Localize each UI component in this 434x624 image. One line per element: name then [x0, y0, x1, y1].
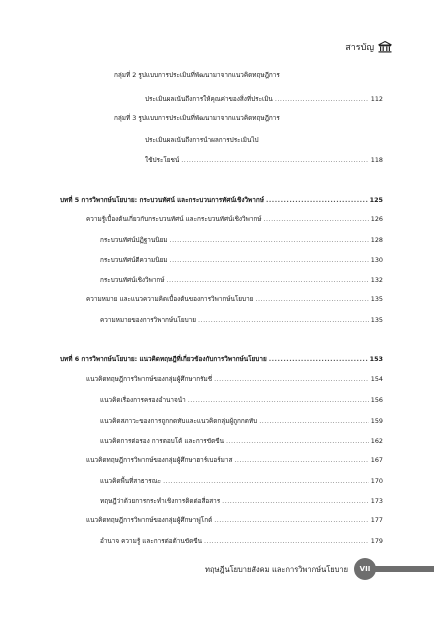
leader-dots: [167, 276, 369, 284]
toc-entry-page: 126: [370, 215, 383, 223]
leader-dots: [222, 497, 369, 505]
toc-entry[interactable]: [100, 537, 383, 545]
toc-entry[interactable]: [100, 477, 383, 485]
toc-entry-page: 179: [370, 537, 383, 545]
toc-entry-page: 128: [370, 236, 383, 244]
toc-entry-label: กลุ่มที่ 2 รูปแบบการประเมินที่พัฒนามาจากแนวคิดทฤษฎีการ: [114, 71, 280, 79]
toc-entry-label: ความหมายของการวิพากษ์นโยบาย: [100, 316, 197, 324]
footer-bar: [372, 566, 434, 572]
toc-entry-label: แนวคิดทฤษฎีการวิพากษ์ของกลุ่มผู้ศึกษาฟูโกต์: [86, 516, 213, 524]
toc-entry-page: 112: [370, 95, 383, 103]
leader-dots: [188, 396, 369, 404]
toc-entry-label: ความรู้เบื้องต้นเกี่ยวกับกระบวนทัศน์ และกระบวนทัศน์เชิงวิพากษ์: [86, 215, 262, 223]
leader-dots: [214, 516, 369, 524]
toc-entry-label: แนวคิดทฤษฎีการวิพากษ์ของกลุ่มผู้ศึกษากรัมชี่: [86, 375, 213, 383]
toc-chapter[interactable]: [60, 196, 383, 204]
toc-entry-page: 170: [370, 477, 383, 485]
toc-entry-label: แนวคิดการต่อรอง การตอบโต้ และการขัดขืน: [100, 437, 224, 445]
toc-entry[interactable]: [100, 256, 383, 264]
leader-dots: [170, 236, 369, 244]
leader-dots: [259, 417, 369, 425]
footer-book-title: ทฤษฎีนโยบายสังคม และการวิพากษ์นโยบาย: [205, 565, 348, 574]
toc-entry-page: 159: [370, 417, 383, 425]
toc-entry[interactable]: [100, 396, 383, 404]
toc-entry: [145, 136, 259, 144]
toc-entry-page: 173: [370, 497, 383, 505]
leader-dots: [266, 196, 368, 204]
toc-entry[interactable]: [100, 276, 383, 284]
toc-entry-label: แนวคิดสภาวะของการถูกกดทับและแนวคิดกลุ่มผู้ถูกกดทับ: [100, 417, 258, 425]
leader-dots: [269, 355, 368, 363]
toc-chapter[interactable]: [60, 355, 383, 363]
toc-entry-page: 162: [370, 437, 383, 445]
page-footer: [0, 558, 434, 580]
toc-entry[interactable]: [145, 95, 383, 103]
toc-entry[interactable]: [114, 114, 280, 122]
toc-entry-label: ประเมินผลเน้นถึงการให้คุณค่าของสิ่งที่ประเมิน: [145, 95, 273, 103]
leader-dots: [234, 456, 368, 464]
toc-entry-label: กลุ่มที่ 3 รูปแบบการประเมินที่พัฒนามาจากแนวคิดทฤษฎีการ: [114, 114, 280, 122]
toc-entry-page: 156: [370, 396, 383, 404]
toc-entry-label: แนวคิดเรื่องการครองอำนาจนำ: [100, 396, 186, 404]
toc-entry-page: 154: [370, 375, 383, 383]
toc-entry[interactable]: [100, 497, 383, 505]
leader-dots: [255, 295, 368, 303]
toc-entry-label: แนวคิดพื้นที่สาธารณะ: [100, 477, 162, 485]
toc-entry-label: ใช้ประโยชน์: [145, 156, 180, 164]
toc-entry-label: กระบวนทัศน์ปฏิฐานนิยม: [100, 236, 168, 244]
toc-entry[interactable]: [100, 417, 383, 425]
toc-entry-label: บทที่ 5 การวิพากษ์นโยบาย: กระบวนทัศน์ และกระบวนการทัศน์เชิงวิพากษ์: [60, 196, 264, 204]
toc-entry[interactable]: [100, 316, 383, 324]
toc-entry-page: 135: [370, 316, 383, 324]
toc-entry-label: ความหมาย และแนวความคิดเบื้องต้นของการวิพากษ์นโยบาย: [86, 295, 254, 303]
toc-entry-label: บทที่ 6 การวิพากษ์นโยบาย: แนวคิดทฤษฎีที่เกี่ยวข้องกับการวิพากษ์นโยบาย: [60, 355, 267, 363]
toc-entry-label: กระบวนทัศน์เชิงวิพากษ์: [100, 276, 165, 284]
toc-entry-page: 167: [370, 456, 383, 464]
toc-entry[interactable]: [86, 516, 383, 524]
toc-entry-page: 125: [369, 196, 383, 204]
toc-entry-page: 118: [370, 156, 383, 164]
toc-entry[interactable]: [100, 236, 383, 244]
toc-entry-label: อำนาจ ความรู้ และการต่อต้านขัดขืน: [100, 537, 202, 545]
toc-entry-label: แนวคิดทฤษฎีการวิพากษ์ของกลุ่มผู้ศึกษาฮาร์เบอร์มาส: [86, 456, 233, 464]
page-number-badge: [354, 558, 376, 580]
toc-entry[interactable]: [114, 71, 280, 79]
leader-dots: [275, 95, 369, 103]
leader-dots: [264, 215, 369, 223]
toc-entry-label: ทฤษฎีว่าด้วยการกระทำเชิงการติดต่อสื่อสาร: [100, 497, 221, 505]
leader-dots: [226, 437, 369, 445]
leader-dots: [163, 477, 369, 485]
toc-entry[interactable]: [86, 456, 383, 464]
toc-entry-label: กระบวนทัศน์ตีความนิยม: [100, 256, 168, 264]
toc-entry-page: 130: [370, 256, 383, 264]
toc-entry-page: 153: [369, 355, 383, 363]
leader-dots: [181, 156, 369, 164]
toc-entry-label: ประเมินผลเน้นถึงการนำผลการประเมินไป: [145, 136, 259, 144]
toc-entry-page: 132: [370, 276, 383, 284]
toc-entry-page: 177: [370, 516, 383, 524]
toc-entry[interactable]: [86, 295, 383, 303]
toc-entry[interactable]: [145, 156, 383, 164]
toc-entry-page: 135: [370, 295, 383, 303]
leader-dots: [214, 375, 369, 383]
page-number: VII: [359, 565, 371, 573]
page-title: สารบัญ: [345, 43, 374, 53]
leader-dots: [204, 537, 369, 545]
toc-entry[interactable]: [86, 375, 383, 383]
leader-dots: [170, 256, 369, 264]
toc-entry[interactable]: [86, 215, 383, 223]
leader-dots: [198, 316, 369, 324]
toc-entry[interactable]: [100, 437, 383, 445]
